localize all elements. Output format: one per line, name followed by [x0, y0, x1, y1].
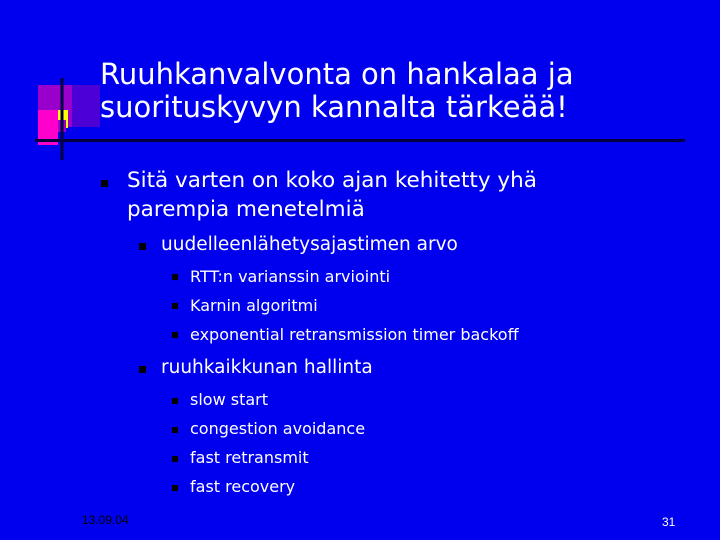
sub-bullet-karn: Karnin algoritmi: [190, 296, 318, 315]
bullet-retx-timer: uudelleenlähetysajastimen arvo: [161, 234, 458, 255]
bullet-marker: [172, 456, 178, 462]
slide-number: 31: [662, 515, 676, 529]
bullet-marker: [172, 485, 178, 491]
bullet-marker: [139, 366, 146, 373]
bullet-marker: [101, 180, 108, 187]
bullet-marker: [172, 398, 178, 404]
title-underline: [35, 139, 685, 142]
title-line-2: suorituskyvyn kannalta tärkeää!: [100, 90, 568, 124]
slide-title: [100, 58, 700, 124]
bullet-marker: [172, 274, 178, 280]
bullet-marker: [172, 332, 178, 338]
sub-bullet-rtt: RTT:n varianssin arviointi: [190, 267, 391, 286]
title-line-1: Ruuhkanvalvonta on hankalaa ja: [100, 57, 574, 91]
decorative-logo: [0, 0, 110, 170]
sub-bullet-fast-recovery: fast recovery: [190, 477, 296, 496]
bullet-marker: [172, 427, 178, 433]
footer-date: 13.09.04: [82, 513, 129, 527]
sub-bullet-backoff: exponential retransmission timer backoff: [190, 325, 519, 344]
bullet-marker: [172, 303, 178, 309]
sub-bullet-fast-retransmit: fast retransmit: [190, 448, 309, 467]
sub-bullet-slow-start: slow start: [190, 390, 269, 409]
bullet-marker: [139, 243, 146, 250]
bullet-level1-text: Sitä varten on koko ajan kehitetty yhä parempia menetelmiä: [127, 168, 537, 222]
sub-bullet-congestion-avoidance: congestion avoidance: [190, 419, 366, 438]
bullet-cwnd: ruuhkaikkunan hallinta: [161, 357, 373, 378]
